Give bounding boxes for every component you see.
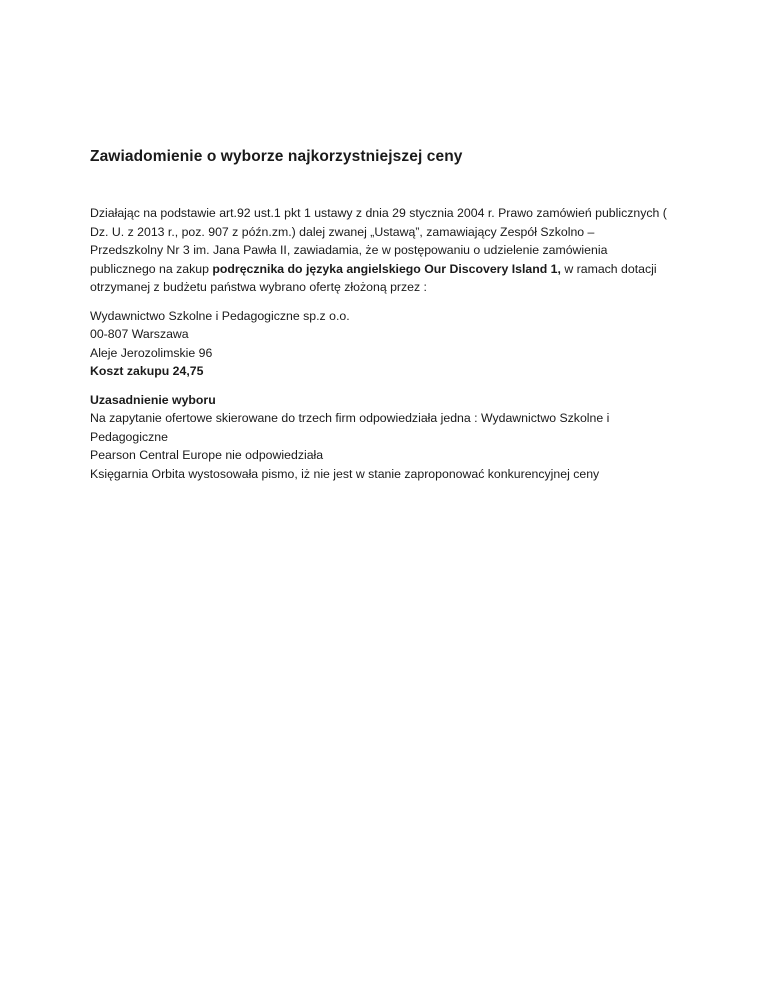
company-city: 00-807 Warszawa (90, 327, 189, 341)
justification-section (90, 391, 670, 484)
intro-bold-subject: podręcznika do języka angielskiego Our Discovery Island 1, (212, 261, 561, 276)
justification-line-2: Pearson Central Europe nie odpowiedziała (90, 448, 324, 462)
purchase-cost: Koszt zakupu 24,75 (90, 364, 204, 378)
company-name: Wydawnictwo Szkolne i Pedagogiczne sp.z o.o. (90, 308, 350, 323)
intro-paragraph (90, 204, 670, 297)
intro-lead: Działając na podstawie art.92 ust.1 pkt 1 ustawy z dnia 29 stycznia 2004 r. Prawo zamówień publicznych ( Dz. U. z 2013 r., poz. 907 z późn.zm.) dalej zwanej „Ustawą”, zamawiający Zespół Szkolno – Przedszkolny Nr 3 im. Jana Pawła II, zawiadamia, że w postępowaniu o udzielenie zamówienia publicznego na zakup (90, 206, 667, 276)
company-street: Aleje Jerozolimskie 96 (90, 345, 213, 360)
contractor-address (90, 307, 670, 381)
justification-line-1: Na zapytanie ofertowe skierowane do trzech firm odpowiedziała jedna : Wydawnictwo Szkolne i Pedagogiczne (90, 411, 610, 444)
justification-heading: Uzasadnienie wyboru (90, 392, 216, 407)
justification-line-3: Księgarnia Orbita wystosowała pismo, iż nie jest w stanie zaproponować konkurencyjnej ceny (90, 466, 600, 481)
intro-tail: w ramach dotacji otrzymanej z budżetu państwa wybrano ofertę złożoną przez : (90, 261, 657, 294)
document-page (90, 146, 670, 483)
document-title: Zawiadomienie o wyborze najkorzystniejszej ceny (90, 148, 463, 165)
